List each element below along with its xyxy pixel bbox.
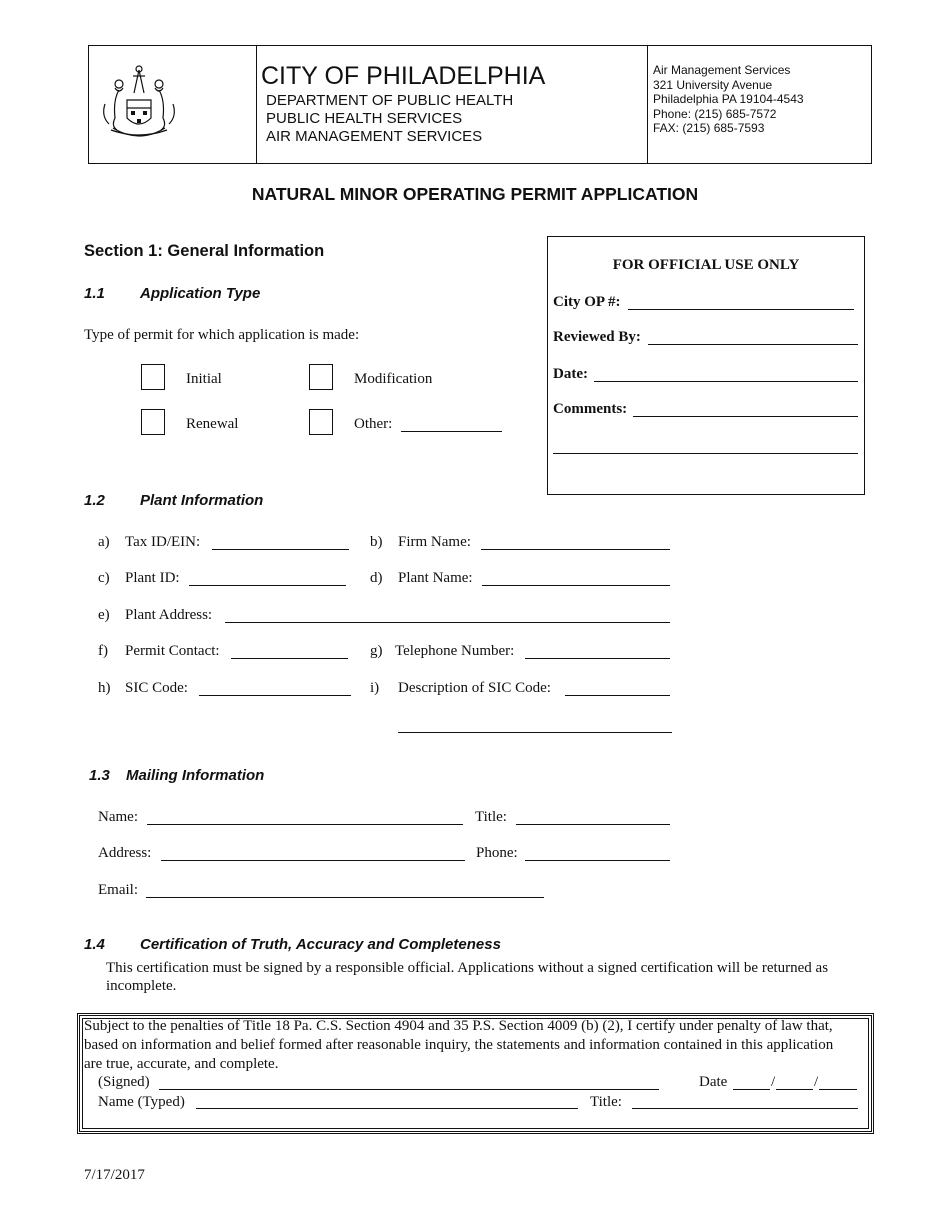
official-date-label: Date: [553,366,588,382]
name-typed-label: Name (Typed) [98,1094,185,1110]
firm-name-field[interactable] [481,549,670,550]
comments-field-line2[interactable] [553,453,858,454]
signature-field[interactable] [159,1089,659,1090]
other-field[interactable] [401,431,502,432]
city-name: CITY OF PHILADELPHIA [261,62,546,90]
section-heading: Section 1: General Information [84,242,325,260]
reviewed-by-label: Reviewed By: [553,329,641,345]
certification-text: Subject to the penalties of Title 18 Pa. C.S. Section 4904 and 35 P.S. Section 4009 (b) (2), I certify under penalty of law that, [84,1018,833,1034]
plant-address-label: Plant Address: [125,607,213,623]
subsection-number: 1.1 [84,285,105,302]
mailing-title-label: Title: [475,809,507,825]
certification-note: incomplete. [106,978,177,994]
mailing-phone-label: Phone: [476,845,518,861]
official-date-field[interactable] [594,381,858,382]
telephone-field[interactable] [525,658,670,659]
certification-text: based on information and belief formed after reasonable inquiry, the statements and information contained in this application [84,1037,834,1053]
telephone-label: Telephone Number: [395,643,515,659]
contact-line: Phone: (215) 685-7572 [653,106,777,121]
contact-line: Air Management Services [653,63,791,77]
mailing-email-label: Email: [98,882,138,898]
renewal-label: Renewal [186,416,239,432]
cert-date-day-field[interactable] [776,1089,813,1090]
field-letter: h) [98,680,111,696]
mailing-name-label: Name: [98,809,138,825]
field-letter: i) [370,680,380,696]
date-separator: / [814,1074,819,1090]
comments-label: Comments: [553,401,628,417]
dept-line: AIR MANAGEMENT SERVICES [266,128,483,145]
contact-line: Philadelphia PA 19104-4543 [653,92,804,106]
cert-date-year-field[interactable] [819,1089,857,1090]
cert-title-label: Title: [590,1094,622,1110]
revision-date: 7/17/2017 [84,1167,145,1183]
subsection-heading: Application Type [140,285,261,302]
subsection-number: 1.3 [89,767,110,784]
other-checkbox[interactable] [309,409,333,435]
plant-name-field[interactable] [482,585,670,586]
plant-id-field[interactable] [189,585,346,586]
signed-label: (Signed) [98,1074,150,1090]
firm-name-label: Firm Name: [398,534,471,550]
city-seal-icon [97,60,181,144]
renewal-checkbox[interactable] [141,409,165,435]
subsection-heading: Mailing Information [126,767,265,784]
initial-label: Initial [186,371,222,387]
contact-line: 321 University Avenue [653,77,773,92]
permit-type-prompt: Type of permit for which application is made: [84,327,360,343]
mailing-title-field[interactable] [516,824,670,825]
tax-id-field[interactable] [212,549,349,550]
field-letter: d) [370,570,383,586]
name-typed-field[interactable] [196,1108,578,1109]
plant-id-label: Plant ID: [125,570,180,586]
cert-title-field[interactable] [632,1108,858,1109]
certification-text: are true, accurate, and complete. [84,1056,279,1072]
field-letter: g) [370,643,383,659]
subsection-heading: Plant Information [140,492,264,509]
cert-date-label: Date [699,1074,728,1090]
field-letter: f) [98,643,108,659]
reviewed-by-field[interactable] [648,344,858,345]
permit-contact-field[interactable] [231,658,348,659]
permit-contact-label: Permit Contact: [125,643,220,659]
contact-block [653,63,804,136]
contact-line: FAX: (215) 685-7593 [653,121,765,135]
subsection-heading: Certification of Truth, Accuracy and Completeness [140,936,501,953]
city-op-label: City OP #: [553,294,621,310]
mailing-name-field[interactable] [147,824,463,825]
cert-date-month-field[interactable] [733,1089,770,1090]
field-letter: c) [98,570,110,586]
subsection-number: 1.2 [84,492,105,509]
plant-name-label: Plant Name: [398,570,473,586]
official-use-box [547,236,865,495]
sic-description-label: Description of SIC Code: [398,680,551,696]
field-letter: b) [370,534,383,550]
city-op-field[interactable] [628,309,854,310]
sic-description-field-line2[interactable] [398,732,672,733]
mailing-phone-field[interactable] [525,860,670,861]
modification-label: Modification [354,371,433,387]
sic-description-field[interactable] [565,695,670,696]
initial-checkbox[interactable] [141,364,165,390]
official-use-heading: FOR OFFICIAL USE ONLY [612,257,800,273]
mailing-email-field[interactable] [146,897,544,898]
tax-id-label: Tax ID/EIN: [125,534,201,550]
mailing-address-field[interactable] [161,860,465,861]
modification-checkbox[interactable] [309,364,333,390]
mailing-address-label: Address: [98,845,152,861]
field-letter: e) [98,607,110,623]
sic-code-label: SIC Code: [125,680,188,696]
comments-field[interactable] [633,416,858,417]
dept-line: DEPARTMENT OF PUBLIC HEALTH [266,92,514,109]
subsection-number: 1.4 [84,936,105,953]
plant-address-field[interactable] [225,622,670,623]
form-title: NATURAL MINOR OPERATING PERMIT APPLICATION [251,184,699,204]
dept-line: PUBLIC HEALTH SERVICES [266,110,463,127]
other-label: Other: [354,416,393,432]
sic-code-field[interactable] [199,695,351,696]
date-separator: / [771,1074,776,1090]
certification-note: This certification must be signed by a responsible official. Applications without a signed certification will be returned as [106,960,829,976]
field-letter: a) [98,534,110,550]
